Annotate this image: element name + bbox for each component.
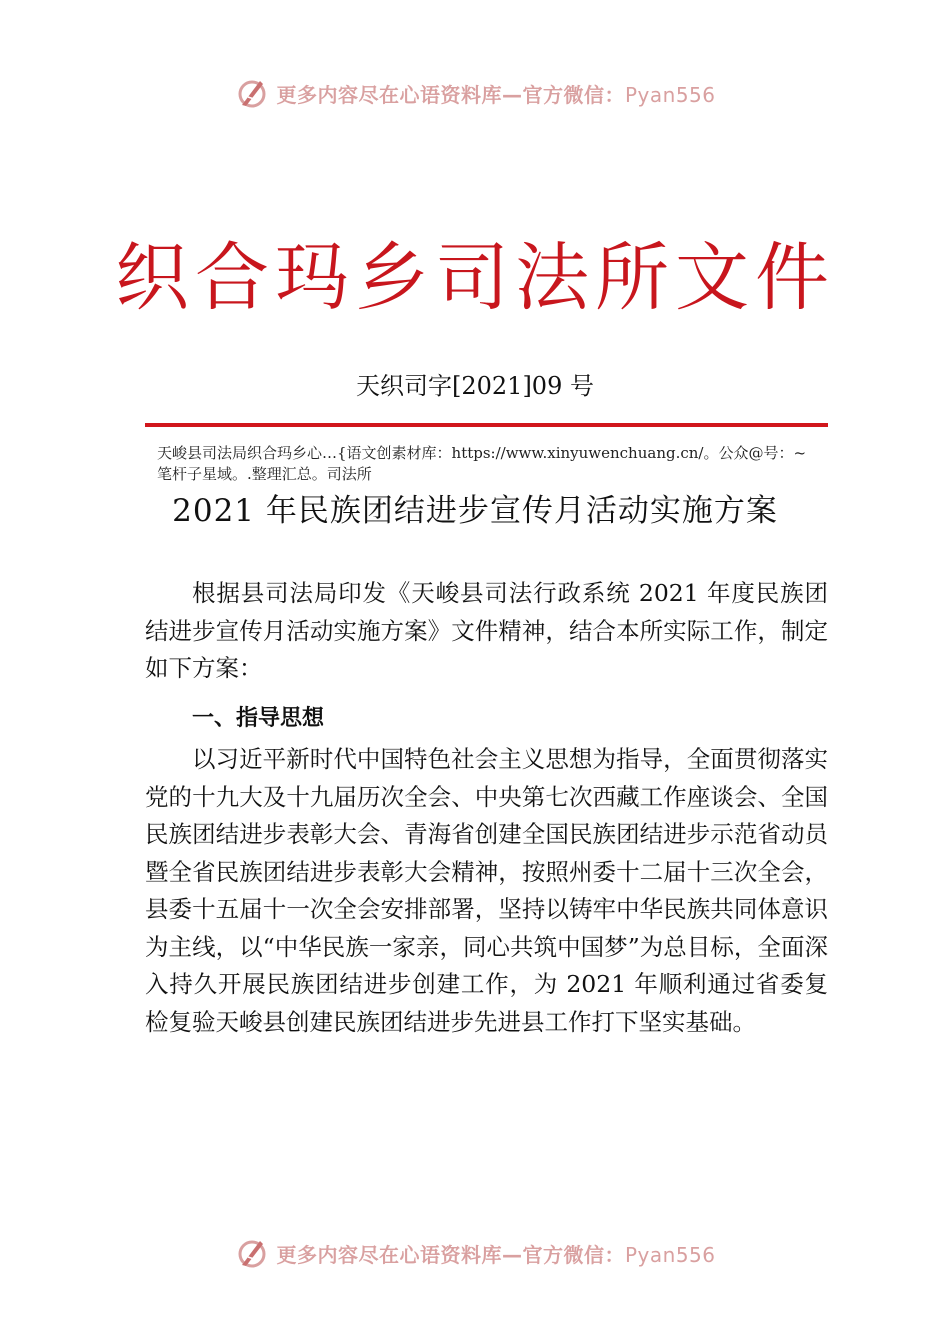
quill-logo-icon — [234, 1235, 270, 1271]
banner-text: 更多内容尽在心语资料库—官方微信：Pyan556 — [276, 1242, 716, 1267]
source-note: 天峻县司法局织合玛乡心…{语文创素材库：https://www.xinyuwenchuang.cn/。公众@号：~笔杆子星域。.整理汇总。司法所 — [157, 444, 807, 483]
wechat-id: Pyan556 — [624, 82, 716, 107]
document-title: 2021 年民族团结进步宣传月活动实施方案 — [172, 493, 778, 529]
section1-paragraph: 以习近平新时代中国特色社会主义思想为指导，全面贯彻落实党的十九大及十九届历次全会、中央第七次西藏工作座谈会、全国民族团结进步表彰大会、青海省创建全国民族团结进步示范省动员暨全省民族团结进步表彰大会精神，按照州委十二届十三次全会，县委十五届十一次全会安排部署，坚持以铸牢中华民族共同体意识为主线，以“中华民族一家亲，同心共筑中国梦”为总目标，全面深入持久开展民族团结进步创建工作，为 2021 年顺利通过省委复检复验天峻县创建民族团结进步先进县工作打下坚实基础。 — [145, 745, 828, 1036]
wechat-id: Pyan556 — [624, 1242, 716, 1267]
section-heading-guiding-ideology: 一、指导思想 — [192, 706, 325, 731]
intro-paragraph: 根据县司法局印发《天峻县司法行政系统 2021 年度民族团结进步宣传月活动实施方案》文件精神，结合本所实际工作，制定如下方案： — [145, 579, 828, 682]
banner-text: 更多内容尽在心语资料库—官方微信：Pyan556 — [276, 82, 716, 107]
top-watermark-banner — [0, 71, 950, 115]
quill-logo-icon — [234, 75, 270, 111]
red-divider-line — [145, 423, 828, 427]
bottom-watermark-banner — [0, 1231, 950, 1275]
document-header-title: 织合玛乡司法所文件 — [115, 235, 835, 321]
document-number: 天织司字[2021]09 号 — [356, 372, 594, 400]
